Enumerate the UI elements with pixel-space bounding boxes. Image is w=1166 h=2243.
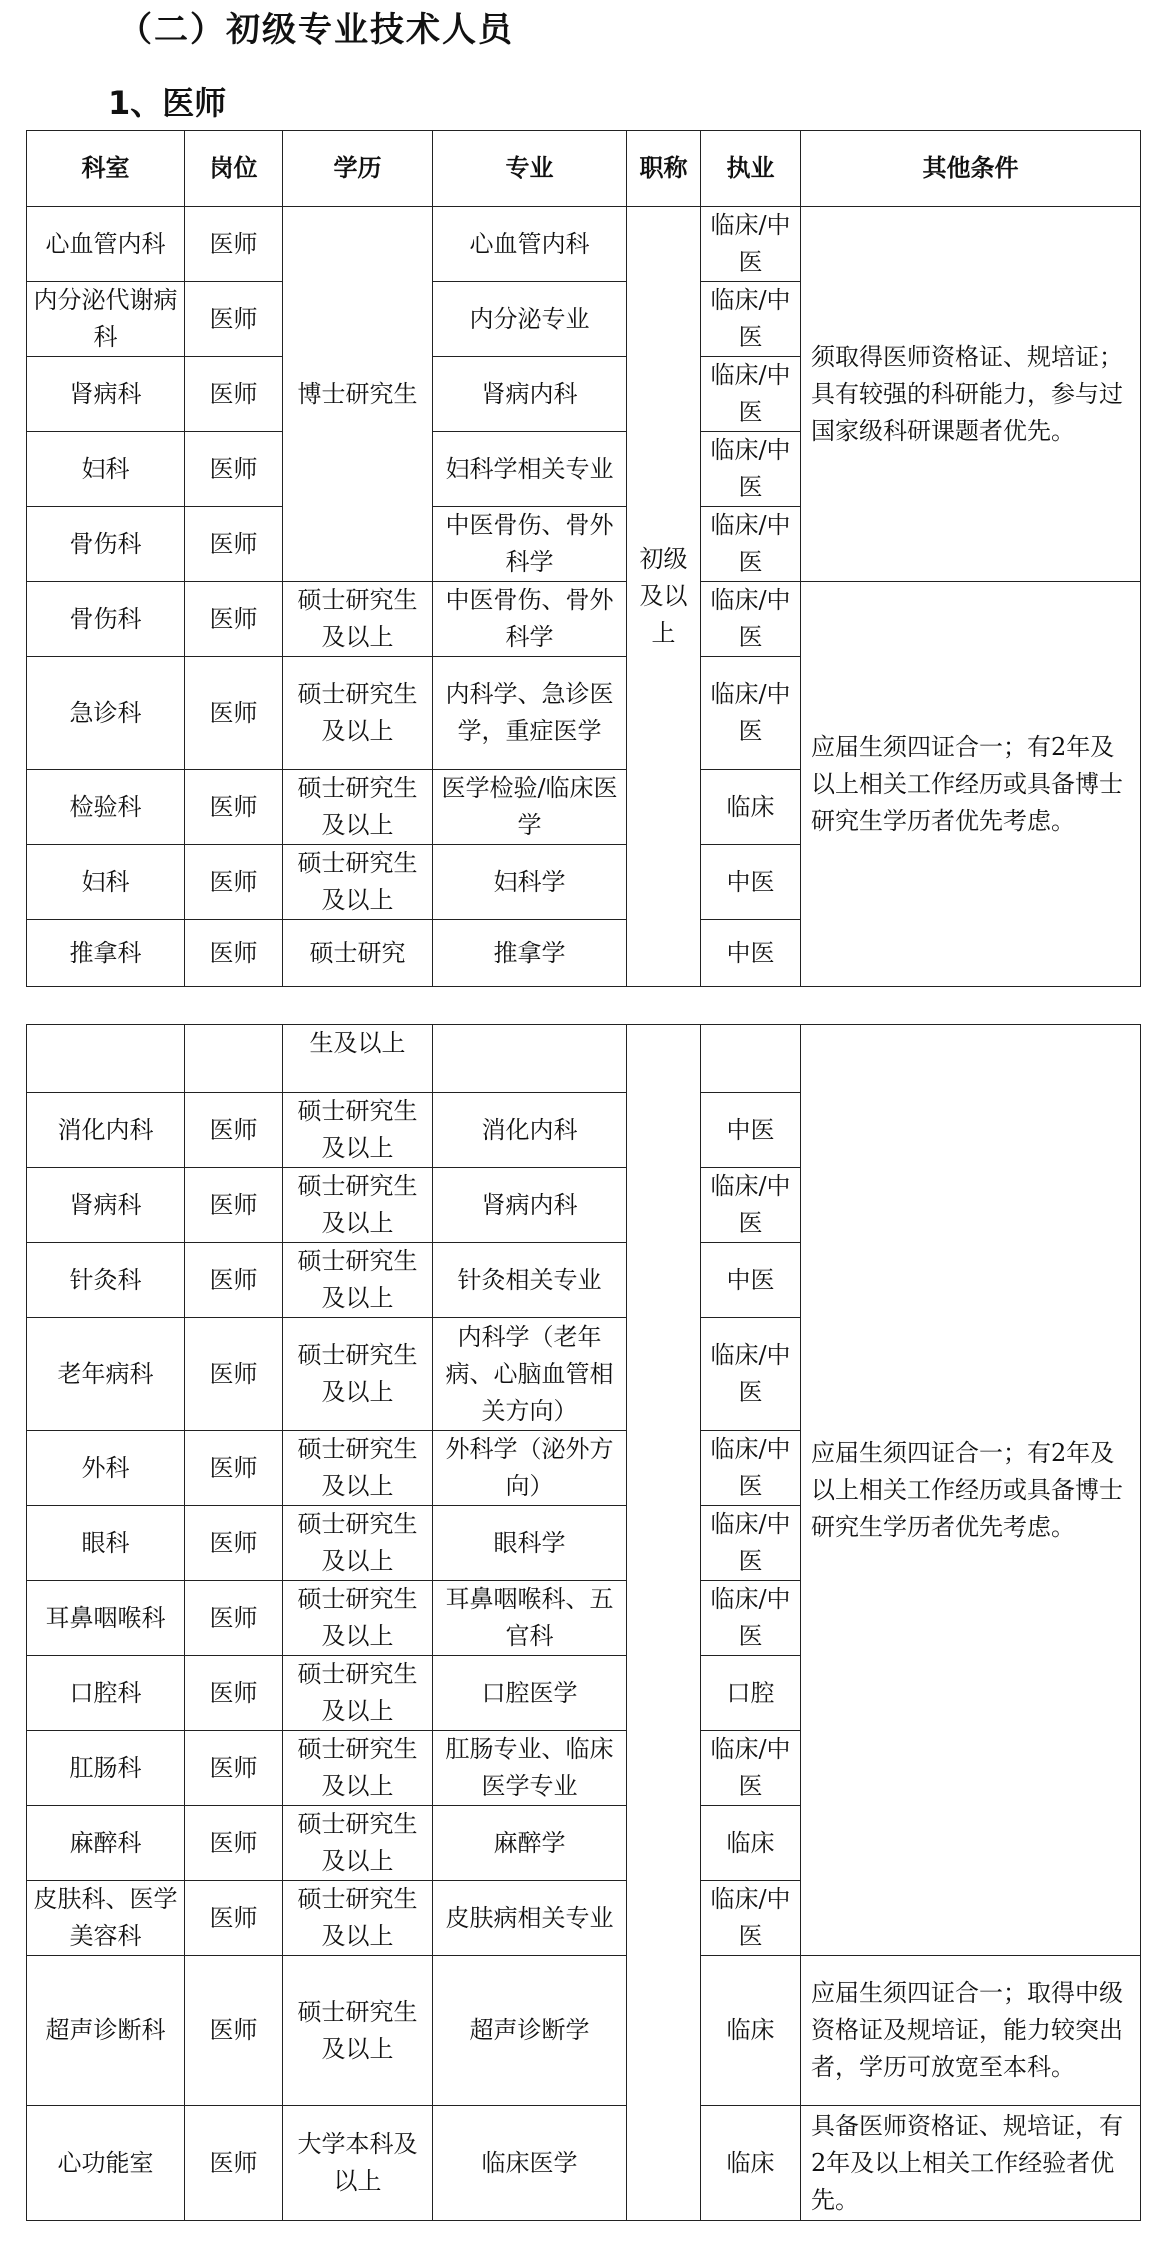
major-cell: 内科学（老年病、心脑血管相关方向） <box>433 1318 627 1431</box>
dept-cell: 老年病科 <box>27 1318 185 1431</box>
practice-cell: 口腔 <box>701 1656 801 1731</box>
major-cell: 妇科学相关专业 <box>433 432 627 507</box>
dept-cell: 急诊科 <box>27 657 185 770</box>
post-cell: 医师 <box>185 1168 283 1243</box>
dept-cell: 心功能室 <box>27 2106 185 2221</box>
practice-cell: 临床/中医 <box>701 1881 801 1956</box>
major-cell: 针灸相关专业 <box>433 1243 627 1318</box>
post-cell: 医师 <box>185 507 283 582</box>
dept-cell: 消化内科 <box>27 1093 185 1168</box>
dept-cell: 推拿科 <box>27 920 185 987</box>
edu-cell: 大学本科及以上 <box>283 2106 433 2221</box>
practice-cell: 临床 <box>701 1956 801 2106</box>
header-dept: 科室 <box>27 131 185 207</box>
post-cell: 医师 <box>185 207 283 282</box>
practice-cell: 临床/中医 <box>701 1168 801 1243</box>
table-row <box>27 1956 1141 2106</box>
conditions-cell: 应届生须四证合一；取得中级资格证及规培证，能力较突出者，学历可放宽至本科。 <box>801 1956 1141 2106</box>
dept-cell: 肾病科 <box>27 357 185 432</box>
practice-cell: 临床/中医 <box>701 207 801 282</box>
header-practice: 执业 <box>701 131 801 207</box>
dept-cell: 骨伤科 <box>27 507 185 582</box>
edu-cell: 硕士研究生及以上 <box>283 1093 433 1168</box>
dept-cell: 眼科 <box>27 1506 185 1581</box>
practice-cell: 临床 <box>701 2106 801 2221</box>
major-cell: 麻醉学 <box>433 1806 627 1881</box>
practice-cell: 临床/中医 <box>701 1318 801 1431</box>
practice-cell: 中医 <box>701 920 801 987</box>
major-cell: 口腔医学 <box>433 1656 627 1731</box>
post-cell: 医师 <box>185 2106 283 2221</box>
table-row <box>27 207 1141 282</box>
major-cell: 中医骨伤、骨外科学 <box>433 582 627 657</box>
dept-cell: 皮肤科、医学美容科 <box>27 1881 185 1956</box>
title-cell-merged: 初级及以上 <box>627 207 701 987</box>
post-cell: 医师 <box>185 1581 283 1656</box>
header-post: 岗位 <box>185 131 283 207</box>
dept-cell: 内分泌代谢病科 <box>27 282 185 357</box>
major-cell: 心血管内科 <box>433 207 627 282</box>
dept-cell: 心血管内科 <box>27 207 185 282</box>
subsection-title: 1、医师 <box>108 84 227 122</box>
post-cell: 医师 <box>185 1506 283 1581</box>
major-cell: 妇科学 <box>433 845 627 920</box>
major-cell: 肾病内科 <box>433 357 627 432</box>
edu-cell: 硕士研究生及以上 <box>283 1318 433 1431</box>
practice-cell: 临床/中医 <box>701 1581 801 1656</box>
edu-cell: 硕士研究生及以上 <box>283 845 433 920</box>
practice-cell: 临床/中医 <box>701 432 801 507</box>
post-cell: 医师 <box>185 1881 283 1956</box>
major-cell: 医学检验/临床医学 <box>433 770 627 845</box>
header-title: 职称 <box>627 131 701 207</box>
physician-table-part2 <box>26 1024 1141 2221</box>
major-cell: 眼科学 <box>433 1506 627 1581</box>
post-cell: 医师 <box>185 1318 283 1431</box>
practice-cell: 临床/中医 <box>701 282 801 357</box>
dept-cell: 妇科 <box>27 432 185 507</box>
edu-cell: 硕士研究生及以上 <box>283 1731 433 1806</box>
edu-cell: 硕士研究生及以上 <box>283 1956 433 2106</box>
post-cell: 医师 <box>185 845 283 920</box>
edu-cell: 硕士研究生及以上 <box>283 1506 433 1581</box>
post-cell: 医师 <box>185 1093 283 1168</box>
major-cell <box>433 1025 627 1093</box>
dept-cell: 麻醉科 <box>27 1806 185 1881</box>
post-cell: 医师 <box>185 1243 283 1318</box>
dept-cell: 肛肠科 <box>27 1731 185 1806</box>
major-cell: 消化内科 <box>433 1093 627 1168</box>
dept-cell: 骨伤科 <box>27 582 185 657</box>
edu-cell: 硕士研究生及以上 <box>283 582 433 657</box>
edu-cell-continued: 生及以上 <box>283 1025 433 1093</box>
edu-cell: 硕士研究 <box>283 920 433 987</box>
conditions-cell: 具备医师资格证、规培证，有2年及以上相关工作经验者优先。 <box>801 2106 1141 2221</box>
header-edu: 学历 <box>283 131 433 207</box>
post-cell: 医师 <box>185 432 283 507</box>
major-cell: 中医骨伤、骨外科学 <box>433 507 627 582</box>
post-cell: 医师 <box>185 1806 283 1881</box>
practice-cell: 临床 <box>701 1806 801 1881</box>
edu-cell: 硕士研究生及以上 <box>283 1881 433 1956</box>
table-row-continued <box>27 1025 1141 1093</box>
header-major: 专业 <box>433 131 627 207</box>
title-cell-merged <box>627 1025 701 2221</box>
edu-cell: 硕士研究生及以上 <box>283 657 433 770</box>
practice-cell <box>701 1025 801 1093</box>
edu-cell: 硕士研究生及以上 <box>283 1243 433 1318</box>
major-cell: 内分泌专业 <box>433 282 627 357</box>
edu-cell: 硕士研究生及以上 <box>283 1581 433 1656</box>
post-cell: 医师 <box>185 657 283 770</box>
practice-cell: 中医 <box>701 1093 801 1168</box>
practice-cell: 临床/中医 <box>701 1731 801 1806</box>
practice-cell: 临床 <box>701 770 801 845</box>
header-row <box>27 131 1141 207</box>
post-cell: 医师 <box>185 1431 283 1506</box>
major-cell: 内科学、急诊医学，重症医学 <box>433 657 627 770</box>
edu-cell: 硕士研究生及以上 <box>283 1431 433 1506</box>
post-cell <box>185 1025 283 1093</box>
edu-cell: 硕士研究生及以上 <box>283 770 433 845</box>
major-cell: 皮肤病相关专业 <box>433 1881 627 1956</box>
table-row <box>27 582 1141 657</box>
conditions-cell: 应届生须四证合一；有2年及以上相关工作经历或具备博士研究生学历者优先考虑。 <box>801 582 1141 987</box>
edu-cell: 硕士研究生及以上 <box>283 1656 433 1731</box>
dept-cell: 外科 <box>27 1431 185 1506</box>
practice-cell: 中医 <box>701 1243 801 1318</box>
physician-table-part1 <box>26 130 1141 987</box>
post-cell: 医师 <box>185 357 283 432</box>
major-cell: 耳鼻咽喉科、五官科 <box>433 1581 627 1656</box>
practice-cell: 临床/中医 <box>701 1431 801 1506</box>
post-cell: 医师 <box>185 1956 283 2106</box>
major-cell: 临床医学 <box>433 2106 627 2221</box>
edu-cell: 硕士研究生及以上 <box>283 1806 433 1881</box>
practice-cell: 临床/中医 <box>701 657 801 770</box>
dept-cell: 超声诊断科 <box>27 1956 185 2106</box>
conditions-cell: 须取得医师资格证、规培证；具有较强的科研能力，参与过国家级科研课题者优先。 <box>801 207 1141 582</box>
dept-cell: 耳鼻咽喉科 <box>27 1581 185 1656</box>
post-cell: 医师 <box>185 920 283 987</box>
dept-cell <box>27 1025 185 1093</box>
section-title: （二）初级专业技术人员 <box>118 10 514 50</box>
post-cell: 医师 <box>185 582 283 657</box>
major-cell: 推拿学 <box>433 920 627 987</box>
dept-cell: 肾病科 <box>27 1168 185 1243</box>
post-cell: 医师 <box>185 1731 283 1806</box>
major-cell: 肛肠专业、临床医学专业 <box>433 1731 627 1806</box>
post-cell: 医师 <box>185 1656 283 1731</box>
dept-cell: 检验科 <box>27 770 185 845</box>
header-conditions: 其他条件 <box>801 131 1141 207</box>
major-cell: 外科学（泌外方向） <box>433 1431 627 1506</box>
conditions-cell: 应届生须四证合一；有2年及以上相关工作经历或具备博士研究生学历者优先考虑。 <box>801 1025 1141 1956</box>
practice-cell: 临床/中医 <box>701 357 801 432</box>
edu-cell: 硕士研究生及以上 <box>283 1168 433 1243</box>
dept-cell: 口腔科 <box>27 1656 185 1731</box>
post-cell: 医师 <box>185 282 283 357</box>
edu-cell-merged: 博士研究生 <box>283 207 433 582</box>
major-cell: 肾病内科 <box>433 1168 627 1243</box>
post-cell: 医师 <box>185 770 283 845</box>
practice-cell: 临床/中医 <box>701 1506 801 1581</box>
table-row <box>27 2106 1141 2221</box>
practice-cell: 临床/中医 <box>701 507 801 582</box>
dept-cell: 针灸科 <box>27 1243 185 1318</box>
dept-cell: 妇科 <box>27 845 185 920</box>
major-cell: 超声诊断学 <box>433 1956 627 2106</box>
practice-cell: 中医 <box>701 845 801 920</box>
practice-cell: 临床/中医 <box>701 582 801 657</box>
